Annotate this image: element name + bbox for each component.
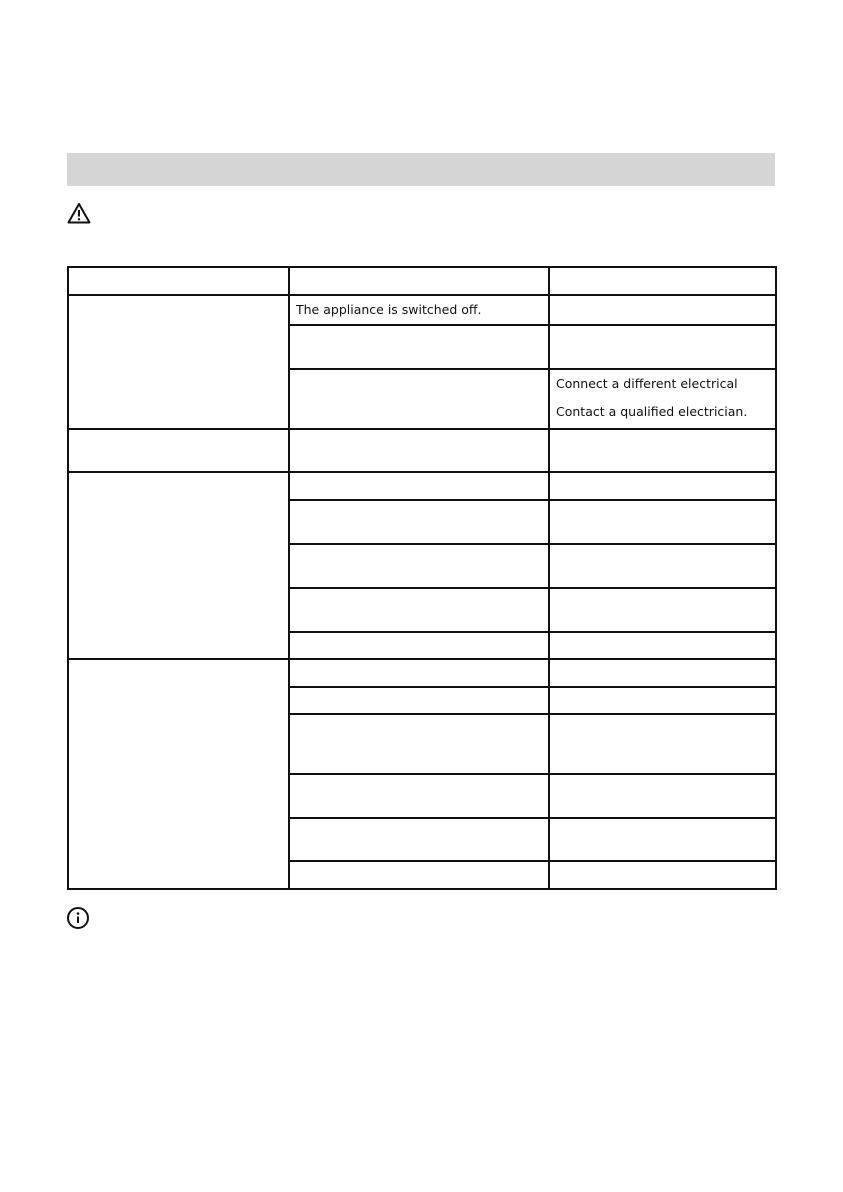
solution-cell bbox=[549, 659, 776, 687]
table-row bbox=[68, 429, 776, 472]
cause-cell bbox=[289, 774, 549, 818]
cause-cell bbox=[289, 544, 549, 588]
column-header-solution bbox=[549, 267, 776, 295]
cause-cell bbox=[289, 500, 549, 544]
section-title-bar bbox=[67, 153, 775, 186]
table-row bbox=[68, 472, 776, 500]
solution-cell bbox=[549, 429, 776, 472]
cause-cell bbox=[289, 687, 549, 714]
cause-cell bbox=[289, 369, 549, 429]
solution-cell bbox=[549, 500, 776, 544]
cause-cell: The appliance is switched off. bbox=[289, 295, 549, 325]
cause-cell bbox=[289, 429, 549, 472]
column-header-problem bbox=[68, 267, 289, 295]
cause-cell bbox=[289, 714, 549, 774]
problem-cell bbox=[68, 295, 289, 429]
solution-cell bbox=[549, 687, 776, 714]
column-header-cause bbox=[289, 267, 549, 295]
solution-cell bbox=[549, 588, 776, 632]
solution-line: Contact a qualified electrician. bbox=[556, 404, 748, 419]
cause-cell bbox=[289, 632, 549, 659]
solution-cell bbox=[549, 818, 776, 861]
table-row bbox=[68, 295, 776, 325]
cause-cell bbox=[289, 659, 549, 687]
cause-cell bbox=[289, 818, 549, 861]
solution-cell bbox=[549, 861, 776, 889]
problem-cell bbox=[68, 659, 289, 889]
solution-cell bbox=[549, 774, 776, 818]
table-row bbox=[68, 659, 776, 687]
problem-cell bbox=[68, 429, 289, 472]
cause-cell bbox=[289, 325, 549, 369]
solution-cell bbox=[549, 369, 776, 429]
solution-cell bbox=[549, 325, 776, 369]
problem-cell bbox=[68, 472, 289, 659]
cause-cell bbox=[289, 588, 549, 632]
info-circle-icon bbox=[66, 906, 90, 930]
troubleshooting-table bbox=[67, 266, 777, 890]
cause-cell bbox=[289, 472, 549, 500]
solution-cell bbox=[549, 544, 776, 588]
table-header-row bbox=[68, 267, 776, 295]
solution-cell bbox=[549, 632, 776, 659]
solution-cell bbox=[549, 472, 776, 500]
warning-triangle-icon bbox=[67, 202, 91, 224]
solution-cell bbox=[549, 295, 776, 325]
solution-cell bbox=[549, 714, 776, 774]
solution-line: Connect a different electrical bbox=[556, 376, 738, 391]
cause-cell bbox=[289, 861, 549, 889]
